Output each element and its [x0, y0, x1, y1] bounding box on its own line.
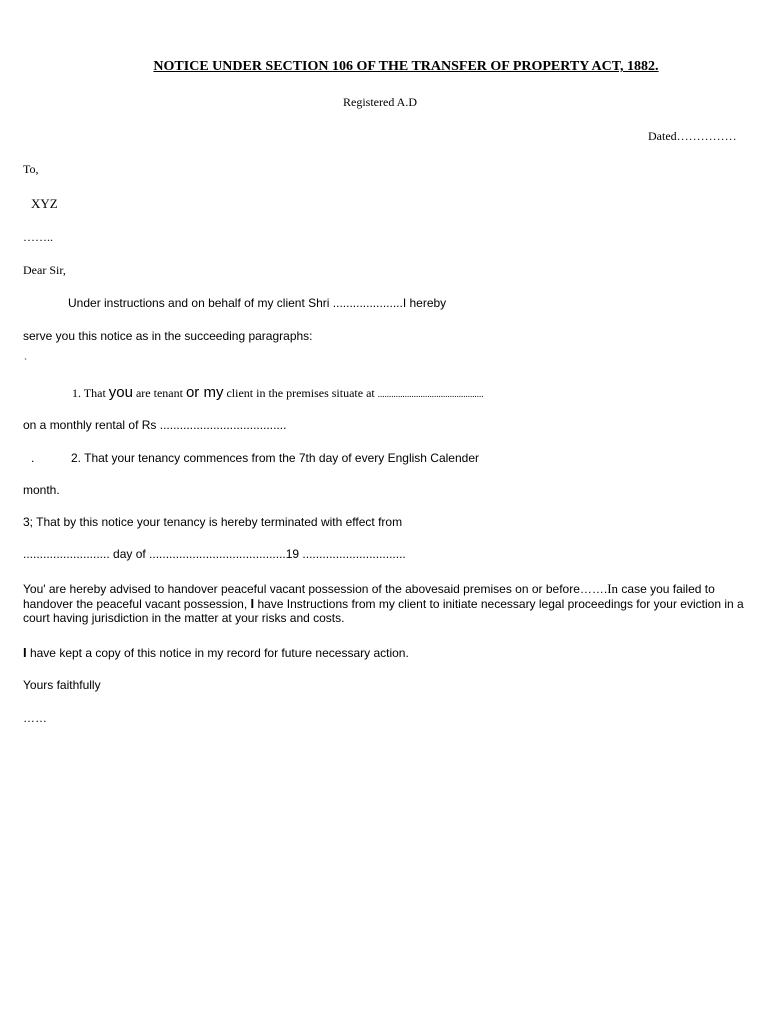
copy-i: I: [23, 645, 27, 660]
closing-line: Yours faithfully: [23, 678, 101, 692]
p1-text-c: client in the premises situate at: [223, 386, 378, 400]
salutation: Dear Sir,: [23, 263, 66, 277]
registered-ad-label: Registered A.D: [343, 95, 417, 109]
paragraph-1-line-1: [72, 385, 484, 400]
p1-text-b: are tenant: [132, 386, 186, 400]
stray-mark: `: [24, 357, 27, 367]
p1-dots: ...............................................: [377, 389, 484, 399]
advise-text-c: case you failed to handover the peaceful vacant possession,: [23, 582, 715, 611]
intro-line-1: Under instructions and on behalf of my client Shri .....................I hereby: [68, 296, 447, 310]
intro-line-2: serve you this notice as in the succeeding paragraphs:: [23, 329, 313, 343]
p1-my: my: [199, 384, 224, 401]
paragraph-2-line-2: month.: [23, 483, 60, 497]
p1-or: or: [185, 384, 200, 401]
signature-placeholder: ……: [23, 711, 47, 725]
to-label: To,: [23, 162, 39, 176]
copy-kept-line: [23, 646, 409, 659]
addressee-name: XYZ: [31, 196, 58, 211]
p1-text-a: 1. That: [72, 386, 109, 400]
copy-text: have kept a copy of this notice in my record for future necessary action.: [26, 646, 409, 660]
paragraph-3-line-1: 3; That by this notice your tenancy is hereby terminated with effect from: [23, 515, 403, 529]
paragraph-1-rent: on a monthly rental of Rs ......................................: [23, 418, 287, 432]
advisory-paragraph: [23, 582, 748, 626]
paragraph-3-line-2: .......................... day of .........................................19 ...............................: [23, 547, 406, 561]
advise-text-b: In: [607, 581, 619, 596]
p1-you: you: [108, 384, 133, 401]
advise-text-d: have Instructions from my client to initiate necessary legal proceedings for your eviction in a court having jurisdiction in the matter at your risks and costs.: [23, 596, 744, 625]
addressee-address: ……..: [23, 230, 53, 244]
paragraph-2-line-1: 2. That your tenancy commences from the 7th day of every English Calender: [71, 451, 479, 465]
advise-i: I: [250, 595, 255, 611]
dated-field: Dated……………: [648, 129, 737, 143]
paragraph-2-dot: .: [31, 451, 35, 465]
advise-text-a: You' are hereby advised to handover peaceful vacant possession of the abovesaid premises on or before…….: [23, 582, 608, 596]
notice-title: NOTICE UNDER SECTION 106 OF THE TRANSFER OF PROPERTY ACT, 1882.: [153, 59, 659, 74]
